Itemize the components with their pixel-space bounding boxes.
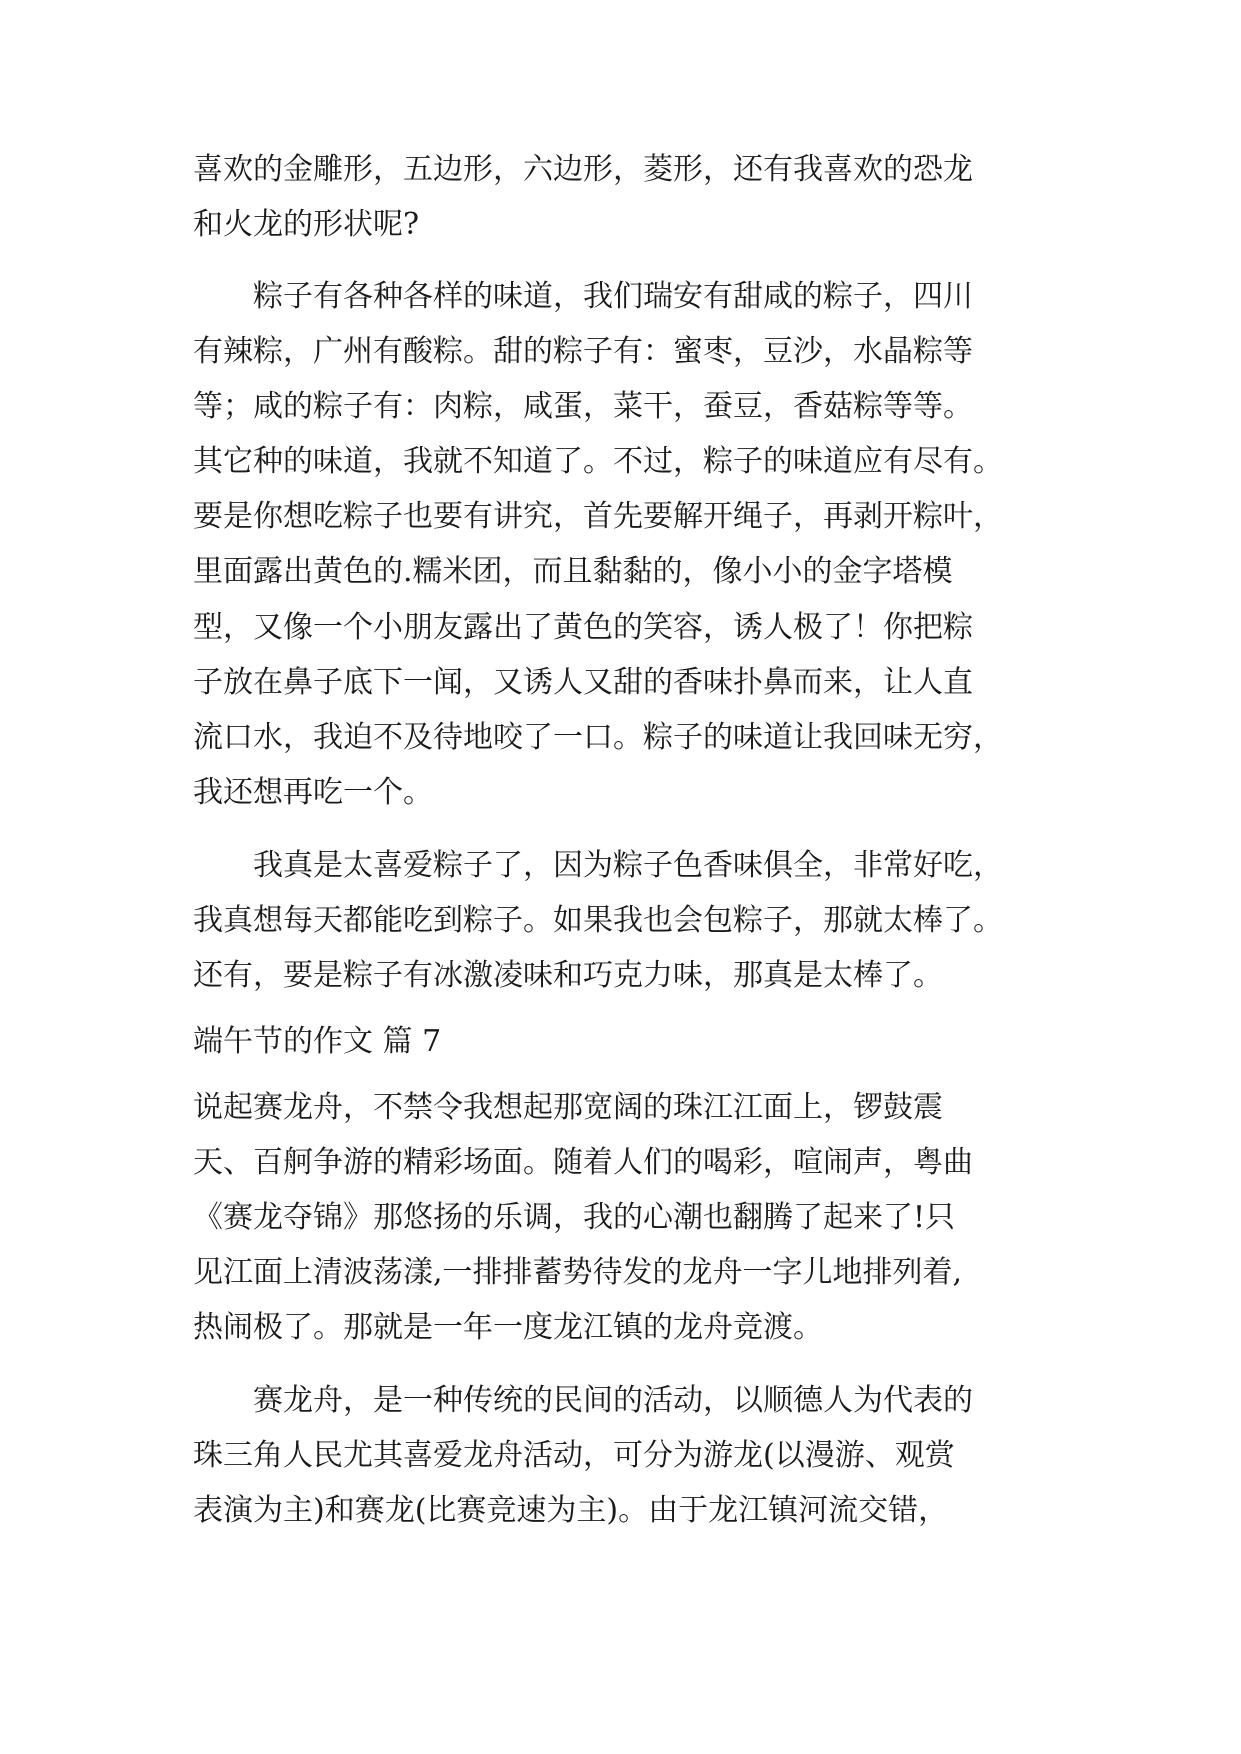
text-line: 珠三角人民尤其喜爱龙舟活动，可分为游龙(以漫游、观赏 (193, 1438, 955, 1473)
text-line: 《赛龙夺锦》那悠扬的乐调，我的心潮也翻腾了起来了!只 (193, 1200, 956, 1235)
text-line: 喜欢的金雕形，五边形，六边形，菱形，还有我喜欢的恐龙 (193, 152, 973, 187)
text-line: 天、百舸争游的精彩场面。随着人们的喝彩，喧闹声，粤曲 (193, 1145, 973, 1180)
text-line: 表演为主)和赛龙(比赛竞速为主)。由于龙江镇河流交错， (193, 1493, 949, 1528)
text-line: 要是你想吃粽子也要有讲究，首先要解开绳子，再剥开粽叶， (193, 499, 1003, 534)
text-line: 型，又像一个小朋友露出了黄色的笑容，诱人极了！你把粽 (193, 610, 973, 645)
text-line: 我还想再吃一个。 (193, 775, 433, 810)
text-line: 里面露出黄色的.糯米团，而且黏黏的，像小小的金字塔模 (193, 554, 953, 589)
text-line: 热闹极了。那就是一年一度龙江镇的龙舟竞渡。 (193, 1310, 823, 1345)
text-line: 子放在鼻子底下一闻，又诱人又甜的香味扑鼻而来，让人直 (193, 665, 973, 700)
text-line: 说起赛龙舟，不禁令我想起那宽阔的珠江江面上，锣鼓震 (193, 1090, 943, 1125)
text-line: 粽子有各种各样的味道，我们瑞安有甜咸的粽子，四川 (193, 279, 973, 314)
text-line: 流口水，我迫不及待地咬了一口。粽子的味道让我回味无穷， (193, 720, 1003, 755)
text-line: 有辣粽，广州有酸粽。甜的粽子有：蜜枣，豆沙，水晶粽等 (193, 334, 973, 369)
text-line: 和火龙的形状呢? (193, 207, 420, 242)
text-line: 赛龙舟，是一种传统的民间的活动，以顺德人为代表的 (193, 1383, 973, 1418)
text-line: 等；咸的粽子有：肉粽，咸蛋，菜干，蚕豆，香菇粽等等。 (193, 389, 973, 424)
text-line: 我真是太喜爱粽子了，因为粽子色香味俱全，非常好吃， (193, 848, 1003, 883)
text-line: 我真想每天都能吃到粽子。如果我也会包粽子，那就太棒了。 (193, 903, 1003, 938)
text-line: 其它种的味道，我就不知道了。不过，粽子的味道应有尽有。 (193, 444, 1003, 479)
text-line: 还有，要是粽子有冰激凌味和巧克力味，那真是太棒了。 (193, 958, 943, 993)
text-line: 见江面上清波荡漾,一排排蓄势待发的龙舟一字儿地排列着, (193, 1255, 963, 1290)
section-heading: 端午节的作文 篇 7 (193, 1024, 442, 1059)
